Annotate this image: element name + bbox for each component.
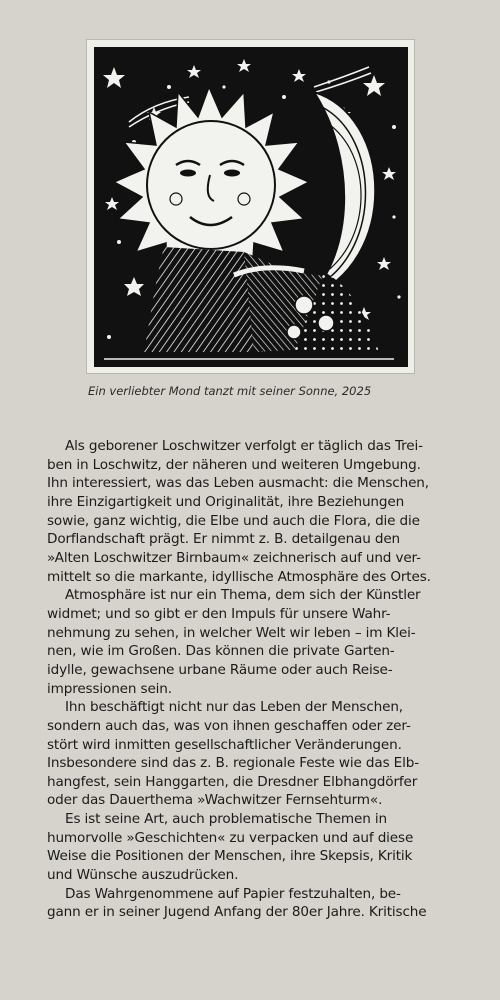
text-line: ben in Loschwitz, der näheren und weiteren Umgebung. bbox=[47, 456, 421, 473]
text-line: nen, wie im Großen. Das können die private Garten- bbox=[47, 643, 395, 660]
text-line: Insbesondere sind das z. B. regionale Feste wie das Elb- bbox=[47, 755, 419, 772]
paragraph-5 bbox=[47, 885, 467, 922]
artwork-frame bbox=[86, 39, 415, 374]
paragraph-4 bbox=[47, 810, 467, 885]
text-line: oder das Dauerthema »Wachwitzer Fernsehturm«. bbox=[47, 792, 383, 809]
text-line: nehmung zu sehen, in welcher Welt wir leben – im Klei- bbox=[47, 624, 416, 641]
text-line: sondern auch das, was von ihnen geschaffen oder zer- bbox=[47, 717, 411, 734]
text-line: idylle, gewachsene urbane Räume oder auch Reise- bbox=[47, 661, 393, 678]
text-line: Ihn interessiert, was das Leben ausmacht: die Menschen, bbox=[47, 475, 429, 492]
text-line: Weise die Positionen der Menschen, ihre Skepsis, Kritik bbox=[47, 848, 413, 865]
text-line: »Alten Loschwitzer Birnbaum« zeichnerisch auf und ver- bbox=[47, 549, 421, 566]
woodcut-sun-moon-image bbox=[94, 47, 408, 367]
artwork-caption: Ein verliebter Mond tanzt mit seiner Sonne, 2025 bbox=[88, 384, 372, 398]
text-line: sowie, ganz wichtig, die Elbe und auch die Flora, die die bbox=[47, 512, 420, 529]
text-line: ihre Einzigartigkeit und Originalität, ihre Beziehungen bbox=[47, 493, 405, 510]
text-line: Das Wahrgenommene auf Papier festzuhalten, be- bbox=[65, 885, 401, 902]
text-line: Als geborener Loschwitzer verfolgt er täglich das Trei- bbox=[65, 438, 423, 454]
text-line: Ihn beschäftigt nicht nur das Leben der Menschen, bbox=[65, 699, 403, 716]
text-line: Es ist seine Art, auch problematische Themen in bbox=[65, 811, 387, 828]
text-line: humorvolle »Geschichten« zu verpacken und auf diese bbox=[47, 829, 414, 846]
text-line: Dorflandschaft prägt. Er nimmt z. B. detailgenau den bbox=[47, 531, 401, 548]
text-line: gann er in seiner Jugend Anfang der 80er Jahre. Kritische bbox=[47, 904, 427, 921]
text-line: hangfest, sein Hanggarten, die Dresdner Elbhangdörfer bbox=[47, 773, 418, 790]
article-body bbox=[47, 437, 467, 922]
paragraph-1 bbox=[47, 437, 467, 586]
text-line: stört wird inmitten gesellschaftlicher Veränderungen. bbox=[47, 736, 402, 753]
text-line: impressionen sein. bbox=[47, 680, 172, 697]
text-line: und Wünsche auszudrücken. bbox=[47, 867, 239, 884]
text-line: mittelt so die markante, idyllische Atmosphäre des Ortes. bbox=[47, 568, 431, 585]
text-line: Atmosphäre ist nur ein Thema, dem sich der Künstler bbox=[65, 587, 421, 604]
paragraph-3 bbox=[47, 698, 467, 810]
paragraph-2 bbox=[47, 586, 467, 698]
text-line: widmet; und so gibt er den Impuls für unsere Wahr- bbox=[47, 605, 391, 622]
